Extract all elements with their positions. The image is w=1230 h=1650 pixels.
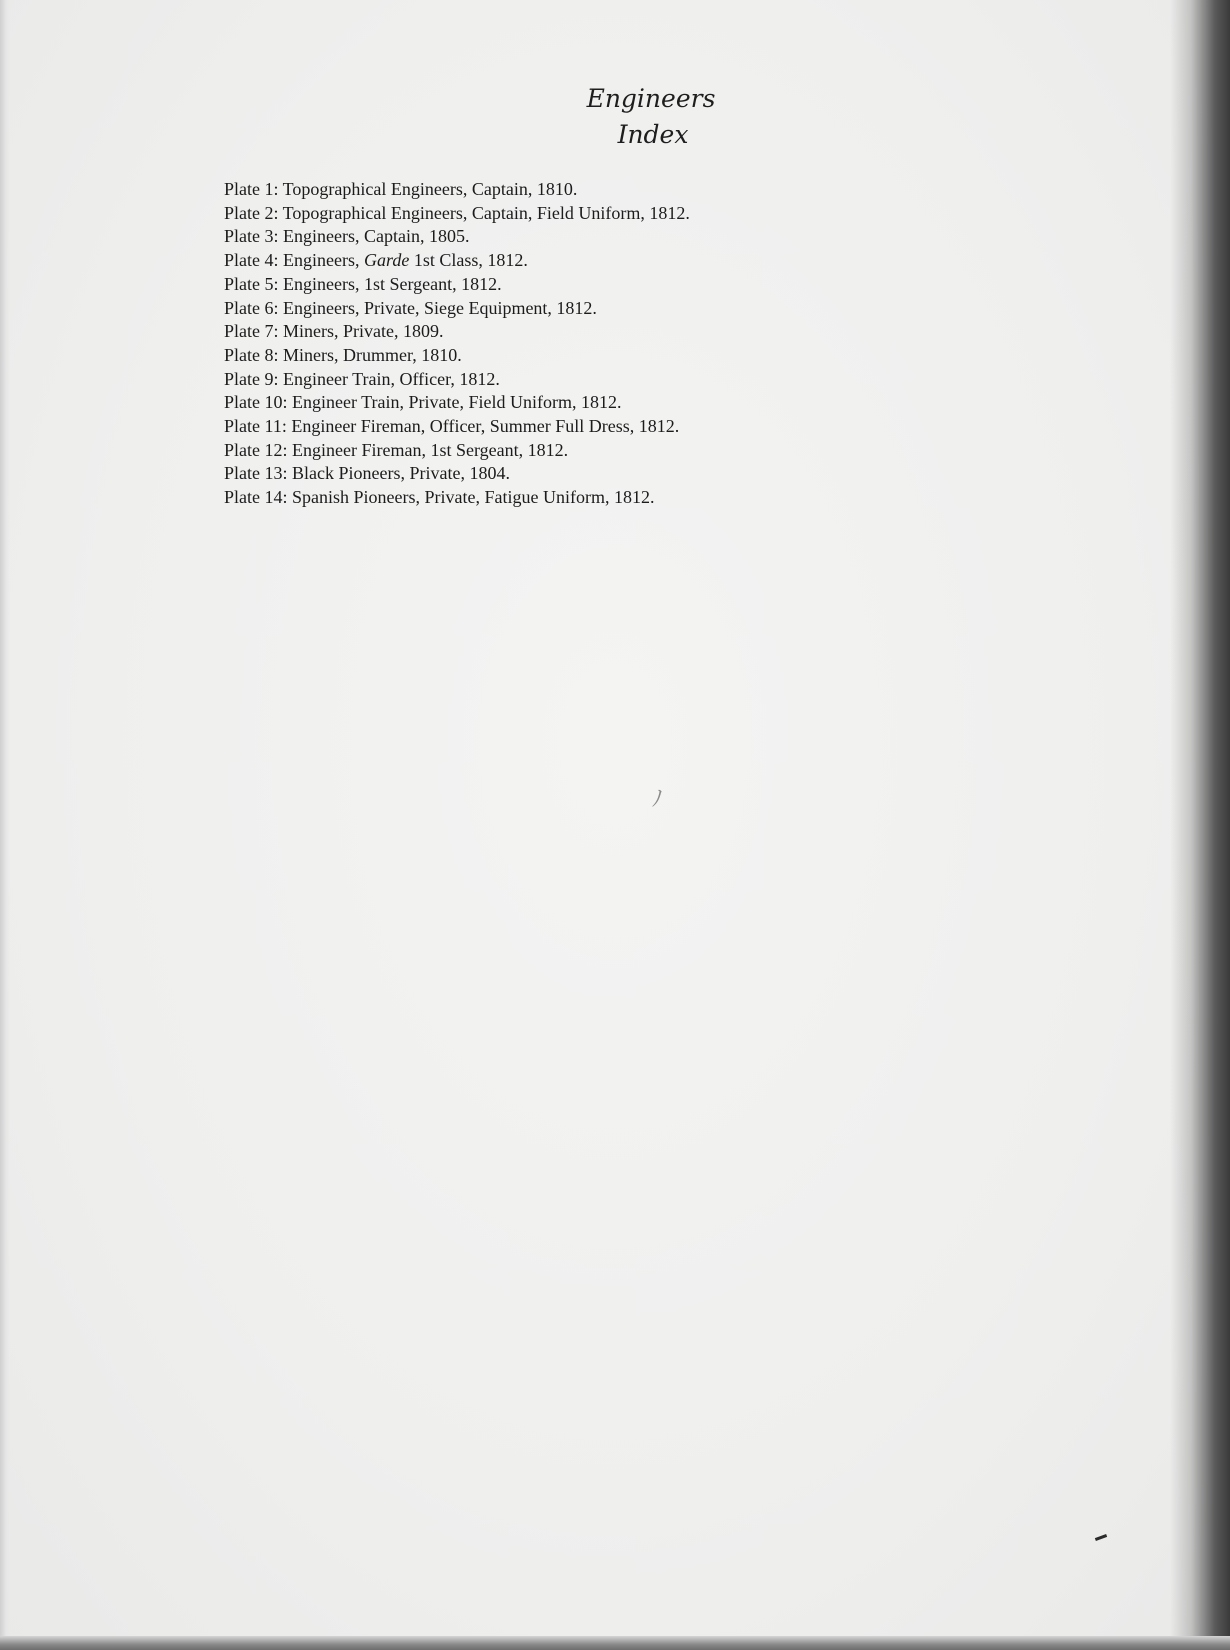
plate-description: Engineers, 1st Sergeant, 1812. — [278, 273, 502, 294]
plate-number-label: Plate 7: — [224, 321, 279, 342]
plate-description: Topographical Engineers, Captain, Field Uniform, 1812. — [278, 202, 690, 223]
plate-number-label: Plate 10: — [224, 392, 288, 413]
plate-description: Engineer Train, Officer, 1812. — [278, 368, 500, 389]
plate-index-entry — [224, 439, 984, 463]
plate-number-label: Plate 3: — [224, 226, 279, 247]
plate-number-label: Plate 5: — [224, 273, 279, 294]
scan-speck-mark: ﾉ — [652, 786, 664, 811]
plate-description: Topographical Engineers, Captain, 1810. — [278, 179, 578, 199]
plate-index-list — [224, 178, 984, 510]
plate-description: Spanish Pioneers, Private, Fatigue Uniform, 1812. — [287, 487, 655, 508]
plate-description: Miners, Private, 1809. — [278, 321, 444, 342]
plate-index-entry — [224, 202, 984, 226]
plate-index-entry — [224, 415, 984, 439]
plate-index-entry — [224, 225, 984, 249]
plate-index-entry — [224, 273, 984, 297]
plate-number-label: Plate 14: — [224, 487, 288, 508]
plate-index-entry — [224, 320, 984, 344]
plate-description: Engineers, — [278, 250, 364, 271]
plate-number-label: Plate 9: — [224, 368, 279, 389]
page-left-edge — [0, 0, 10, 1650]
plate-number-label: Plate 13: — [224, 463, 288, 484]
plate-index-entry — [224, 462, 984, 486]
plate-index-entry — [224, 344, 984, 368]
plate-number-label: Plate 1: — [224, 179, 279, 199]
plate-index-entry — [224, 297, 984, 321]
plate-description-italic: Garde — [363, 250, 410, 271]
plate-description: Engineers, Captain, 1805. — [278, 226, 470, 247]
plate-number-label: Plate 2: — [224, 202, 279, 223]
plate-index-entry — [224, 249, 984, 273]
plate-number-label: Plate 4: — [224, 250, 279, 271]
plate-number-label: Plate 6: — [224, 297, 279, 318]
plate-number-label: Plate 11: — [224, 416, 287, 437]
index-title: Index — [617, 120, 689, 149]
plate-description-rest: 1st Class, 1812. — [409, 250, 528, 271]
plate-description: Engineer Fireman, Officer, Summer Full Dress, 1812. — [286, 416, 680, 437]
scan-dash-mark — [1095, 1534, 1107, 1541]
plate-description: Engineer Fireman, 1st Sergeant, 1812. — [287, 439, 569, 460]
plate-index-entry — [224, 486, 984, 510]
section-title: Engineers — [586, 84, 716, 113]
plate-index-entry — [224, 178, 984, 202]
plate-number-label: Plate 12: — [224, 439, 288, 460]
plate-description: Black Pioneers, Private, 1804. — [287, 463, 510, 484]
plate-description: Engineer Train, Private, Field Uniform, 1812. — [287, 392, 622, 413]
plate-description: Engineers, Private, Siege Equipment, 1812. — [278, 297, 597, 318]
book-gutter-shadow — [1170, 0, 1230, 1650]
plate-index-entry — [224, 368, 984, 392]
plate-description: Miners, Drummer, 1810. — [278, 344, 462, 365]
plate-number-label: Plate 8: — [224, 344, 279, 365]
page-bottom-edge — [0, 1636, 1230, 1650]
plate-index-entry — [224, 391, 984, 415]
